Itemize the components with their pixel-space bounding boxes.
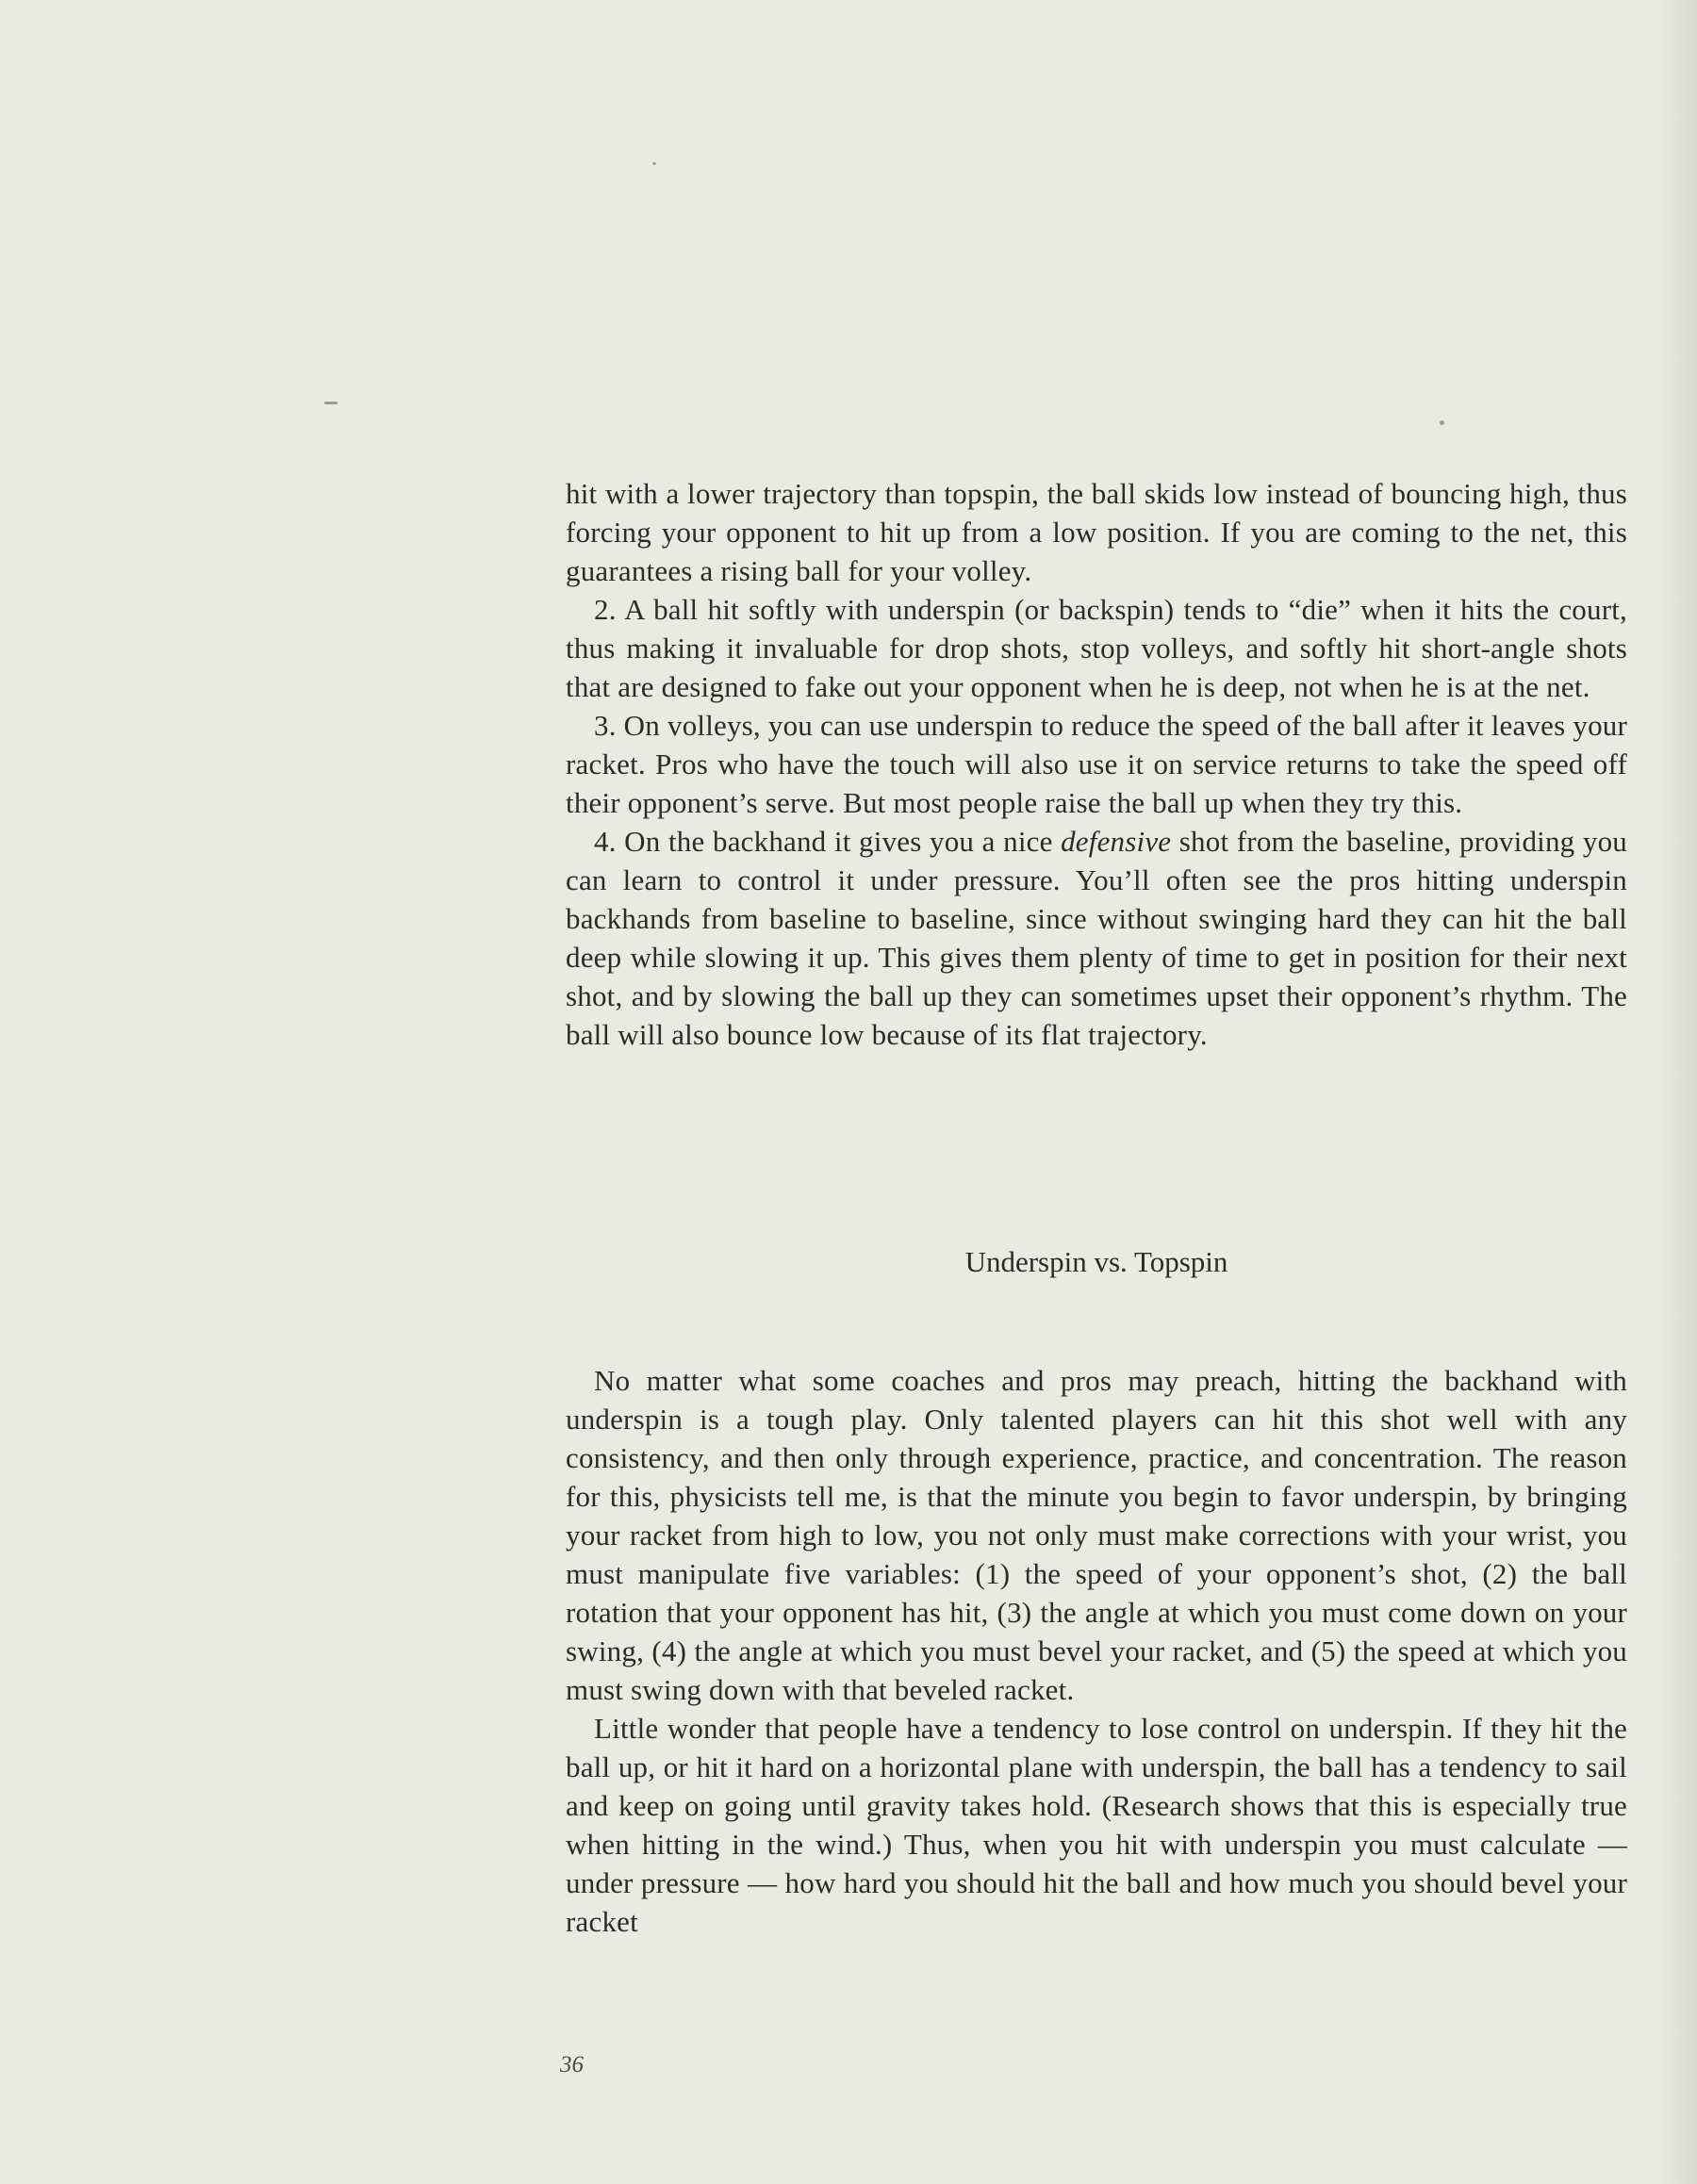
scan-speck — [652, 162, 656, 165]
paragraph-point-3: 3. On volleys, you can use underspin to reduce the speed of the ball after it leaves your racket. Pros who have the touch will also use it on service returns to take the speed off their opponent’s serve. But most people raise the ball up when they try this. — [566, 709, 1627, 819]
paragraph-continued: hit with a lower trajectory than topspin, the ball skids low instead of bouncing high, thus forcing your opponent to hit up from a low position. If you are coming to the net, this guarantees a rising ball for your volley. — [566, 477, 1627, 587]
scan-speck — [324, 402, 338, 404]
paragraph-section-1: No matter what some coaches and pros may preach, hitting the backhand with underspin is a tough play. Only talented players can hit this shot well with any consistency, and then only through experience, practice, and concentration. The reason for this, physicists tell me, is that the minute you begin to favor underspin, by bringing your racket from high to low, you not only must make corrections with your wrist, you must manipulate five variables: (1) the speed of your opponent’s shot, (2) the ball rotation that your opponent has hit, (3) the angle at which you must come down on your swing, (4) the angle at which you must bevel your racket, and (5) the speed at which you must swing down with that beveled racket. — [566, 1364, 1627, 1706]
paragraph-point-2: 2. A ball hit softly with underspin (or backspin) tends to “die” when it hits the court, thus making it invaluable for drop shots, stop volleys, and softly hit short-angle shots that are designed to fake out your opponent when he is deep, not when he is at the net. — [566, 593, 1627, 703]
body-text-section — [566, 1361, 1627, 1941]
point-4-start: 4. On the backhand it gives you a nice — [594, 825, 1062, 858]
paragraph-section-2: Little wonder that people have a tendency to lose control on underspin. If they hit the ball up, or hit it hard on a horizontal plane with underspin, the ball has a tendency to sail and keep on going until gravity takes hold. (Research shows that this is especially true when hitting in the wind.) Thus, when you hit with underspin you must calculate — under pressure — how hard you should hit the ball and how much you should bevel your racket — [566, 1712, 1627, 1938]
page-edge-shadow — [1659, 0, 1697, 2184]
body-text-top — [566, 474, 1627, 1054]
page-number: 36 — [560, 2052, 584, 2077]
paragraph-point-4 — [566, 822, 1627, 1054]
emphasis-defensive: defensive — [1061, 825, 1172, 858]
scan-speck — [1440, 420, 1444, 425]
point-4-rest: shot from the baseline, providing you can learn to control it under pressure. You’ll often see the pros hitting underspin backhands from baseline to baseline, since without swinging hard they can hit the ball deep while slowing it up. This gives them plenty of time to get in position for their next shot, and by slowing the ball up they can sometimes upset their opponent’s rhythm. The ball will also bounce low because of its flat trajectory. — [566, 825, 1627, 1051]
section-heading: Underspin vs. Topspin — [964, 1245, 1228, 1278]
